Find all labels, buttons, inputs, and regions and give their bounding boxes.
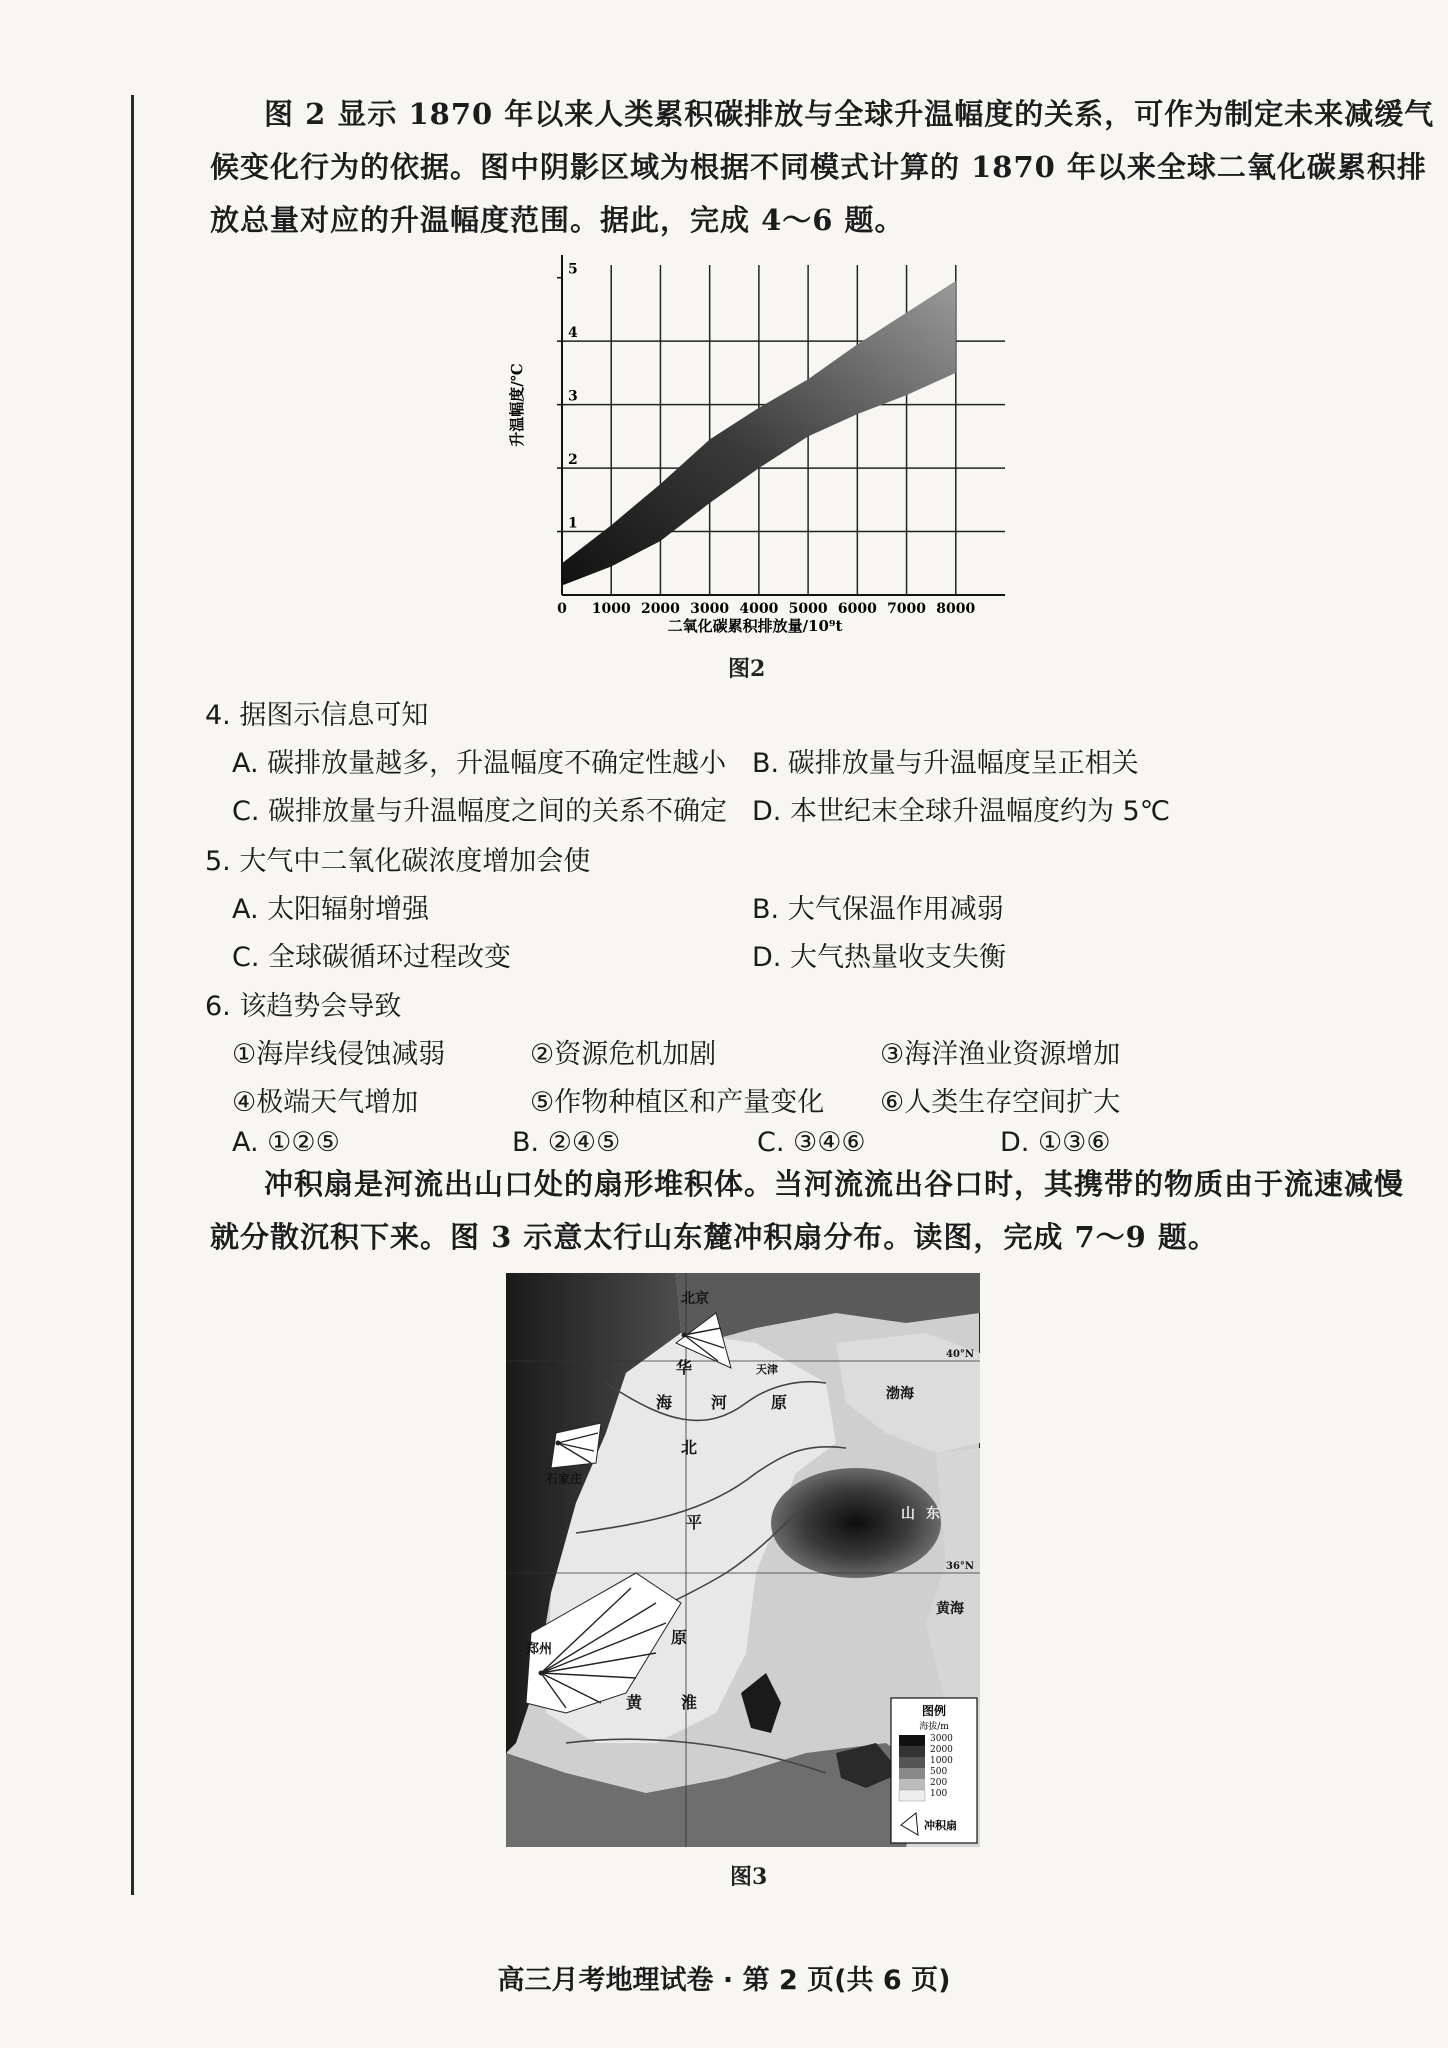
- legend-level: 500: [930, 1767, 948, 1777]
- q4-option-c: C. 碳排放量与升温幅度之间的关系不确定: [232, 796, 728, 827]
- legend-level: 3000: [930, 1734, 953, 1744]
- q5-option-a: A. 太阳辐射增强: [232, 894, 430, 925]
- y-axis-label: 升温幅度/℃: [508, 363, 526, 447]
- q6-option-d: D. ①③⑥: [1000, 1127, 1111, 1158]
- intro-line: 图 2 显示 1870 年以来人类累积碳排放与全球升温幅度的关系，可作为制定未来减缓气: [264, 97, 1435, 131]
- x-tick-label: 5000: [788, 601, 828, 617]
- x-tick-label: 3000: [690, 601, 730, 617]
- q6-item-6: ⑥人类生存空间扩大: [880, 1087, 1121, 1118]
- legend-fan-label: 冲积扇: [924, 1819, 957, 1832]
- label-yuan: 原: [771, 1393, 788, 1412]
- label-hai: 海: [656, 1393, 673, 1412]
- y-tick-label: 1: [568, 515, 578, 532]
- legend-swatch: [899, 1757, 925, 1768]
- label-tianjin: 天津: [756, 1363, 778, 1376]
- legend-subtitle: 海拔/m: [919, 1722, 949, 1732]
- label-ping: 平: [686, 1513, 703, 1532]
- label-bei: 北: [681, 1438, 698, 1457]
- x-tick-label: 4000: [739, 601, 779, 617]
- q5-option-c: C. 全球碳循环过程改变: [232, 942, 512, 973]
- x-tick-label: 2000: [640, 601, 680, 617]
- question-4-stem: 4. 据图示信息可知: [205, 700, 429, 731]
- intro-line: 冲积扇是河流出山口处的扇形堆积体。当河流流出谷口时，其携带的物质由于流速减慢: [264, 1167, 1405, 1201]
- label-dong: 东: [926, 1506, 940, 1522]
- binding-margin-line: [131, 95, 134, 1895]
- y-tick-label: 4: [568, 325, 578, 342]
- figure-3-caption: 图3: [730, 1864, 768, 1890]
- figure-3-map: [506, 1273, 980, 1847]
- q4-option-d: D. 本世纪末全球升温幅度约为 5℃: [752, 796, 1171, 827]
- intro-paragraph-q7-9: [210, 1158, 1405, 1264]
- x-tick-label: 6000: [837, 601, 877, 617]
- intro-paragraph-q4-6: [210, 88, 1435, 247]
- figure-2-chart: [505, 245, 1025, 645]
- label-yuan-south: 原: [671, 1628, 688, 1647]
- x-tick-label: 1000: [591, 601, 631, 617]
- question-5-stem: 5. 大气中二氧化碳浓度增加会使: [205, 846, 591, 877]
- legend-swatch: [899, 1768, 925, 1779]
- map-legend: [891, 1698, 977, 1843]
- label-lat-40: 40°N: [946, 1349, 975, 1360]
- legend-swatch: [899, 1735, 925, 1746]
- q6-item-4: ④极端天气增加: [232, 1087, 419, 1118]
- q5-option-b: B. 大气保温作用减弱: [752, 894, 1004, 925]
- label-zhengzhou: 郑州: [526, 1642, 553, 1657]
- y-tick-label: 5: [568, 261, 578, 278]
- q5-option-d: D. 大气热量收支失衡: [752, 942, 1006, 973]
- intro-line: 放总量对应的升温幅度范围。据此，完成 4～6 题。: [210, 203, 905, 237]
- x-axis-label: 二氧化碳累积排放量/10⁹t: [667, 617, 843, 635]
- q6-item-1: ①海岸线侵蚀减弱: [232, 1039, 446, 1070]
- x-tick-label: 0: [557, 601, 567, 617]
- label-shijiazhuang: 石家庄: [546, 1472, 583, 1486]
- label-huang: 黄: [626, 1693, 643, 1712]
- q6-item-2: ②资源危机加剧: [530, 1039, 717, 1070]
- legend-level: 2000: [930, 1745, 953, 1755]
- q6-item-3: ③海洋渔业资源增加: [880, 1039, 1121, 1070]
- page-footer: 高三月考地理试卷 · 第 2 页(共 6 页): [497, 1965, 951, 1996]
- label-huai: 淮: [681, 1693, 698, 1712]
- q6-option-b: B. ②④⑤: [512, 1127, 621, 1158]
- figure-2-caption: 图2: [728, 656, 766, 682]
- q6-option-c: C. ③④⑥: [757, 1127, 866, 1158]
- label-bohai: 渤海: [886, 1386, 914, 1402]
- q6-item-5: ⑤作物种植区和产量变化: [530, 1087, 825, 1118]
- question-6-stem: 6. 该趋势会导致: [205, 991, 402, 1022]
- alluvial-fan-map: [506, 1273, 980, 1847]
- label-lat-36: 36°N: [946, 1561, 975, 1572]
- legend-level: 1000: [930, 1756, 953, 1766]
- intro-line: 就分散沉积下来。图 3 示意太行山东麓冲积扇分布。读图，完成 7～9 题。: [210, 1220, 1218, 1254]
- legend-swatch: [899, 1790, 925, 1801]
- legend-swatch: [899, 1746, 925, 1757]
- y-tick-label: 3: [568, 388, 578, 405]
- legend-swatch: [899, 1779, 925, 1790]
- shandong-hills: [771, 1468, 941, 1578]
- y-tick-label: 2: [568, 452, 578, 469]
- legend-level: 100: [930, 1789, 948, 1799]
- legend-level: 200: [930, 1778, 948, 1788]
- warming-vs-emissions-chart: [505, 245, 1025, 645]
- q4-option-b: B. 碳排放量与升温幅度呈正相关: [752, 748, 1139, 779]
- legend-title: 图例: [921, 1704, 947, 1718]
- label-he: 河: [711, 1393, 728, 1412]
- label-hua: 华: [676, 1358, 693, 1377]
- label-shan: 山: [901, 1506, 915, 1522]
- x-tick-label: 8000: [936, 601, 976, 617]
- label-huanghai: 黄海: [936, 1601, 964, 1617]
- label-beijing: 北京: [681, 1291, 709, 1307]
- intro-line: 候变化行为的依据。图中阴影区域为根据不同模式计算的 1870 年以来全球二氧化碳累积排: [210, 150, 1427, 184]
- q4-option-a: A. 碳排放量越多，升温幅度不确定性越小: [232, 748, 727, 779]
- x-tick-label: 7000: [887, 601, 927, 617]
- q6-option-a: A. ①②⑤: [232, 1127, 340, 1158]
